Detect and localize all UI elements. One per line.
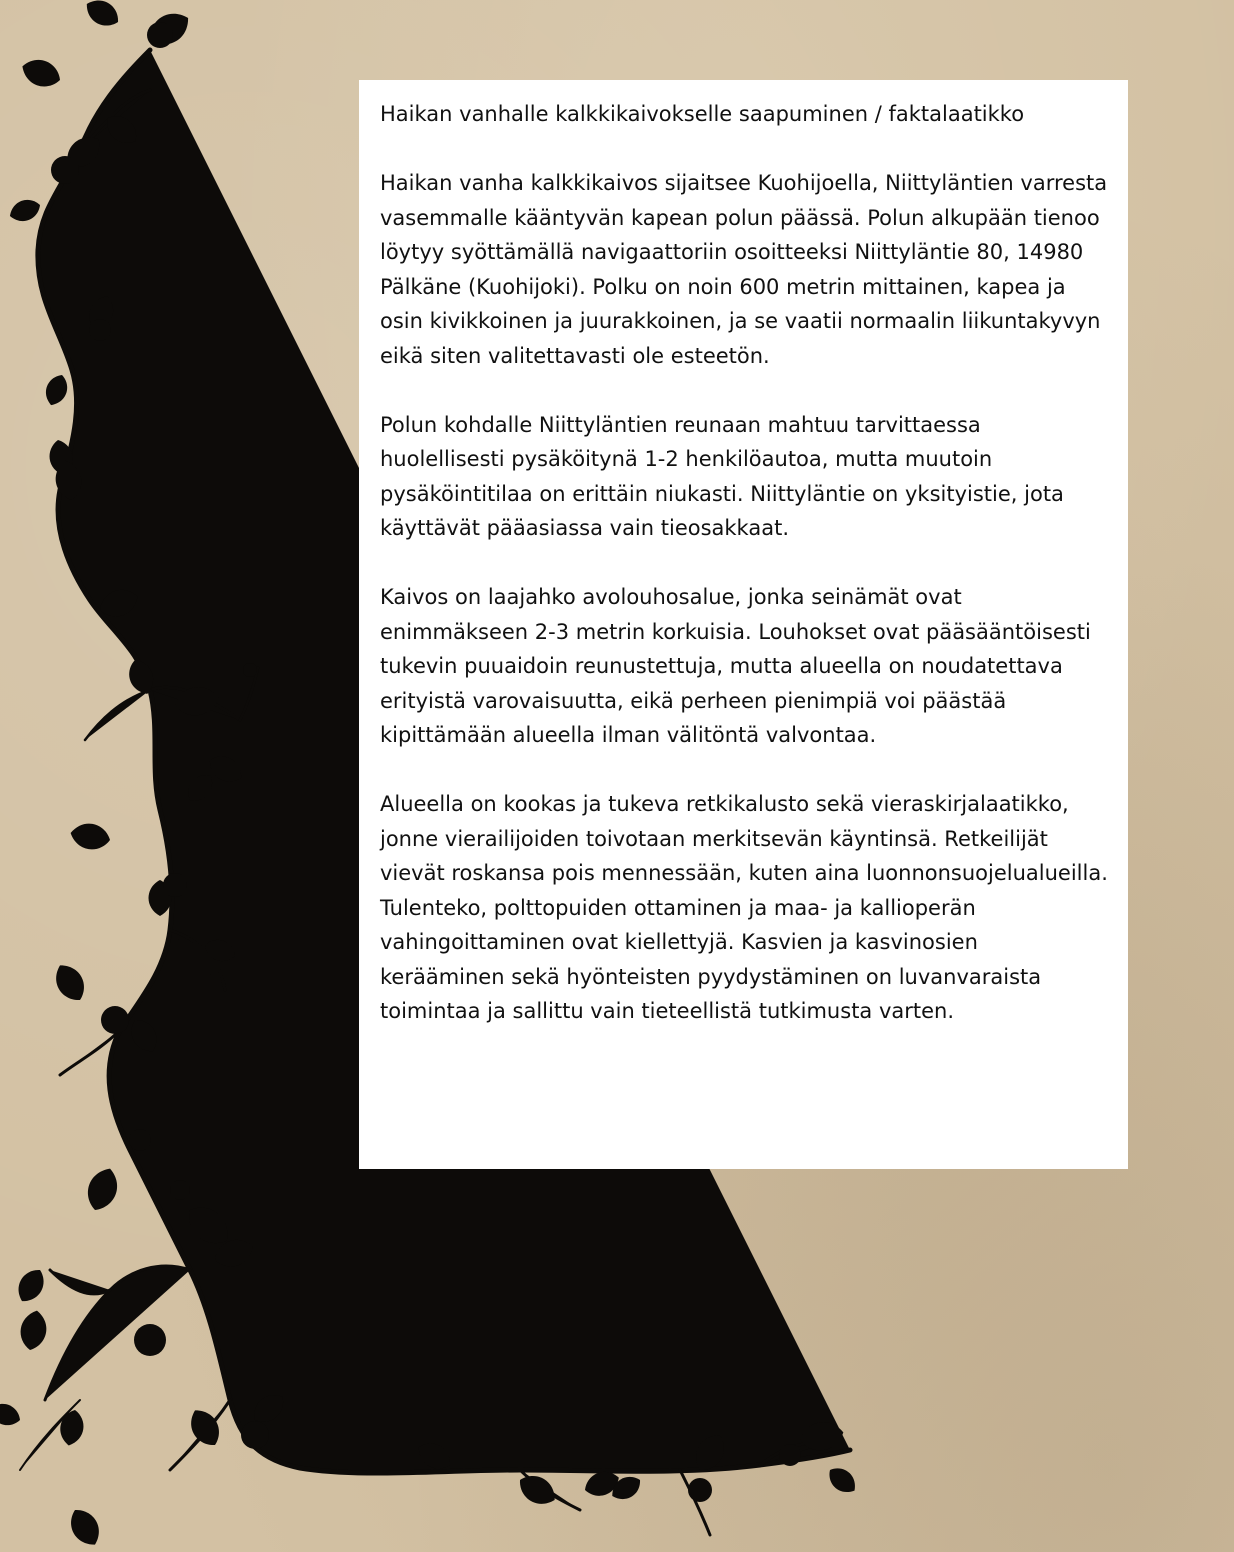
paragraph-parking: Polun kohdalle Niittyläntien reunaan mahtuu tarvittaessa huolellisesti pysäköitynä 1-2 henkilöautoa, mutta muutoin pysäköintitilaa on erittäin niukasti. Niittyläntie on yksityistie, jota käyttävät pääasiassa vain tieosakkaat. xyxy=(380,412,1064,540)
paragraph-mine-safety: Kaivos on laajahko avolouhosalue, jonka seinämät ovat enimmäkseen 2-3 metrin korkuisia. Louhokset ovat pääsääntöisesti tukevin puuaidoin reunustettuja, mutta alueella on noudatettava erityistä varovaisuutta, eikä perheen pienimpiä voi päästää kipittämään alueella ilman välitöntä valvontaa. xyxy=(380,585,1091,747)
paragraph-arrival: Haikan vanha kalkkikaivos sijaitsee Kuohijoella, Niittyläntien varresta vasemmalle kääntyvän kapean polun päässä. Polun alkupään tienoo löytyy syöttämällä navigaattoriin osoitteeksi Niittyläntie 80, 14980 Pälkäne (Kuohijoki). Polku on noin 600 metrin mittainen, kapea ja osin kivikkoinen ja juurakkoinen, ja se vaatii normaalin liikuntakyvyn eikä siten valitettavasti ole esteetön. xyxy=(380,171,1108,368)
fact-box-title: Haikan vanhalle kalkkikaivokselle saapuminen / faktalaatikko xyxy=(380,102,1025,126)
fact-box xyxy=(359,80,1128,1169)
paragraph-rules: Alueella on kookas ja tukeva retkikalusto sekä vieraskirjalaatikko, jonne vierailijoiden toivotaan merkitsevän käyntinsä. Retkeilijät vievät roskansa pois mennessään, kuten aina luonnonsuojelualueilla. Tulenteko, polttopuiden ottaminen ja maa- ja kallioperän vahingoittaminen ovat kiellettyjä. Kasvien ja kasvinosien kerääminen sekä hyönteisten pyydystäminen on luvanvaraista toimintaa ja sallittu vain tieteellistä tutkimusta varten. xyxy=(380,792,1108,1023)
